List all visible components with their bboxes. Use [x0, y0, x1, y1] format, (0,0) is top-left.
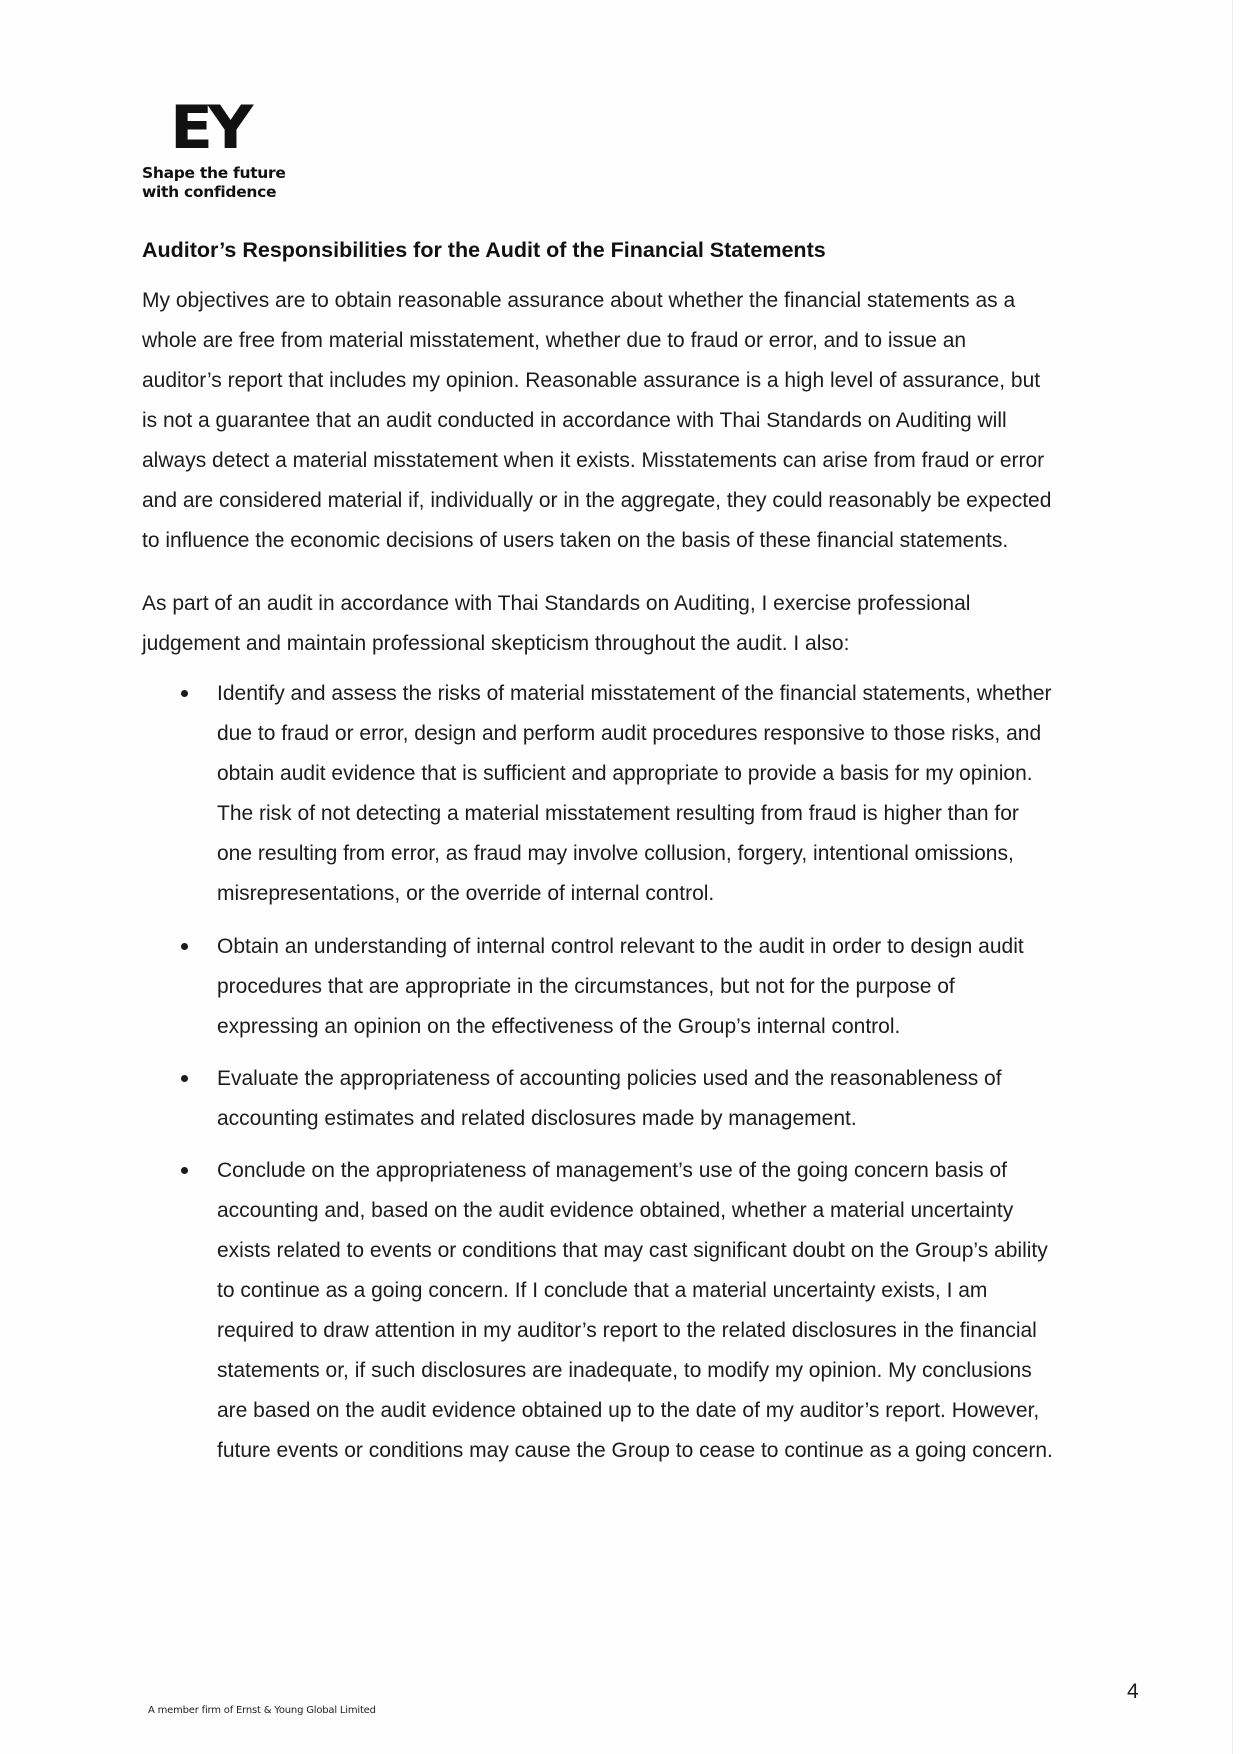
section-heading: Auditor’s Responsibilities for the Audit of the Financial Statements: [142, 238, 826, 262]
tagline-line: Shape the future: [142, 164, 286, 182]
text-line: always detect a material misstatement when it exists. Misstatements can arise from fraud or error: [142, 449, 1045, 472]
ey-logo: EY: [170, 93, 249, 163]
text-line: and are considered material if, individually or in the aggregate, they could reasonably be expected: [142, 489, 1052, 512]
footer-member-firm: A member firm of Ernst & Young Global Limited: [148, 1705, 376, 1716]
bullet-item-accounting-policies: [217, 1059, 1002, 1139]
text-line: My objectives are to obtain reasonable assurance about whether the financial statements as a: [142, 289, 1016, 312]
text-line: future events or conditions may cause the Group to cease to continue as a going concern.: [217, 1439, 1053, 1462]
text-line: Identify and assess the risks of material misstatement of the financial statements, whether: [217, 682, 1052, 705]
text-line: to influence the economic decisions of users taken on the basis of these financial statements.: [142, 529, 1009, 552]
text-line: As part of an audit in accordance with Thai Standards on Auditing, I exercise professional: [142, 592, 971, 615]
text-line: misrepresentations, or the override of internal control.: [217, 882, 715, 905]
text-line: accounting estimates and related disclosures made by management.: [217, 1107, 857, 1130]
bullet-icon: [181, 1167, 188, 1174]
bullet-item-going-concern: [217, 1151, 1053, 1471]
paragraph-objectives: [142, 281, 1051, 561]
text-line: accounting and, based on the audit evidence obtained, whether a material uncertainty: [217, 1199, 1014, 1222]
text-line: is not a guarantee that an audit conducted in accordance with Thai Standards on Auditing will: [142, 409, 1007, 432]
text-line: judgement and maintain professional skepticism throughout the audit. I also:: [142, 632, 850, 655]
text-line: procedures that are appropriate in the circumstances, but not for the purpose of: [217, 975, 955, 998]
text-line: due to fraud or error, design and perform audit procedures responsive to those risks, and: [217, 722, 1042, 745]
bullet-icon: [181, 690, 188, 697]
text-line: auditor’s report that includes my opinion. Reasonable assurance is a high level of assurance, but: [142, 369, 1041, 392]
text-line: Obtain an understanding of internal control relevant to the audit in order to design audit: [217, 935, 1024, 958]
text-line: expressing an opinion on the effectiveness of the Group’s internal control.: [217, 1015, 901, 1038]
text-line: Evaluate the appropriateness of accounting policies used and the reasonableness of: [217, 1067, 1002, 1090]
text-line: one resulting from error, as fraud may involve collusion, forgery, intentional omissions,: [217, 842, 1014, 865]
text-line: The risk of not detecting a material misstatement resulting from fraud is higher than for: [217, 802, 1019, 825]
page-number: 4: [1127, 1680, 1139, 1703]
bullet-item-identify-risks: [217, 674, 1052, 914]
text-line: statements or, if such disclosures are inadequate, to modify my opinion. My conclusions: [217, 1359, 1032, 1382]
text-line: Conclude on the appropriateness of management’s use of the going concern basis of: [217, 1159, 1007, 1182]
paragraph-audit-approach: [142, 584, 970, 664]
text-line: are based on the audit evidence obtained up to the date of my auditor’s report. However,: [217, 1399, 1040, 1422]
text-line: obtain audit evidence that is sufficient and appropriate to provide a basis for my opinion.: [217, 762, 1033, 785]
bullet-icon: [181, 1075, 188, 1082]
tagline-line: with confidence: [142, 183, 277, 201]
text-line: whole are free from material misstatement, whether due to fraud or error, and to issue an: [142, 329, 967, 352]
bullet-item-internal-control: [217, 927, 1024, 1047]
text-line: required to draw attention in my auditor’s report to the related disclosures in the financial: [217, 1319, 1037, 1342]
text-line: to continue as a going concern. If I conclude that a material uncertainty exists, I am: [217, 1279, 988, 1302]
logo-tagline: [142, 164, 286, 202]
text-line: exists related to events or conditions that may cast significant doubt on the Group’s ability: [217, 1239, 1048, 1262]
bullet-icon: [181, 943, 188, 950]
